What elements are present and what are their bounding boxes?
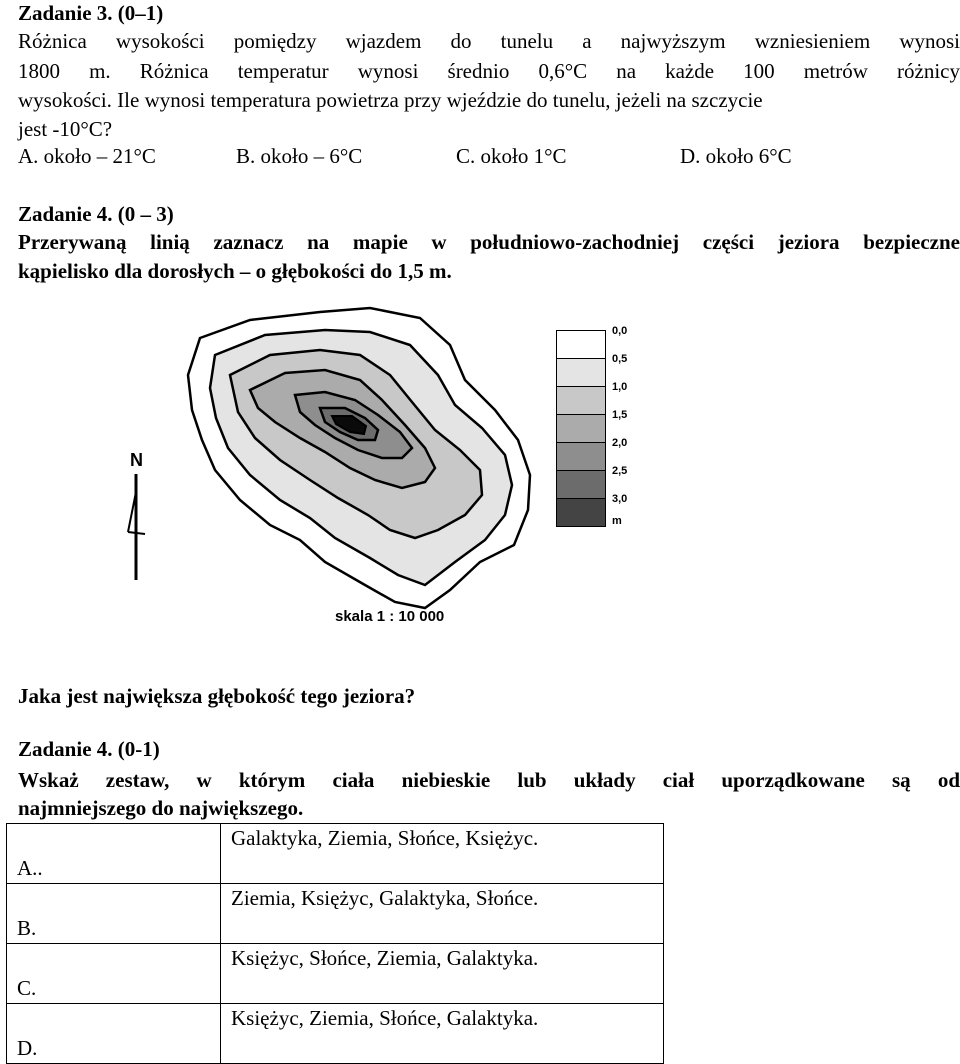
task4b-text-line: Wskaż zestaw, w którym ciała niebieskie lub układy ciał uporządkowane są od [18,768,960,792]
task4b-options-table [6,823,664,1064]
option-letter-cell [7,884,221,944]
legend-swatch [556,386,606,415]
table-row [7,824,664,884]
option-letter: B. [17,916,37,940]
task4-text-line: Przerywaną linią zaznacz na mapie w południowo-zachodniej części jeziora bezpieczne [18,230,960,254]
task3-title: Zadanie 3. (0–1) [18,1,164,25]
task3-answer-b: B. około – 6°C [236,144,363,168]
option-letter-cell [7,824,221,884]
map-scale: skala 1 : 10 000 [335,608,445,625]
task3-text-line: jest -10°C? [18,117,113,141]
legend-swatch [556,358,606,387]
north-arrow-icon [125,472,155,582]
task3-text-line: wysokości. Ile wynosi temperatura powietrza przy wjeździe do tunelu, jeżeli na szczycie [18,88,763,112]
option-text-cell: Księżyc, Słońce, Ziemia, Galaktyka. [221,944,664,1004]
task4-text-line: kąpielisko dla dorosłych – o głębokości do 1,5 m. [18,259,452,283]
task4-question: Jaka jest największa głębokość tego jeziora? [18,684,416,708]
option-text-cell: Galaktyka, Ziemia, Słońce, Księżyc. [221,824,664,884]
legend-label: 2,5 [612,465,628,477]
option-letter: A.. [17,856,43,880]
legend-label: 2,0 [612,437,628,449]
legend-swatch [556,442,606,471]
lake-contours [120,300,620,630]
legend-unit-label: m [612,515,622,527]
option-letter-cell [7,944,221,1004]
option-letter: C. [17,976,37,1000]
legend-label: 1,5 [612,409,628,421]
task4-title: Zadanie 4. (0 – 3) [18,202,174,226]
legend-label: 3,0 [612,493,628,505]
task4b-text-line: najmniejszego do największego. [18,796,304,820]
legend-swatch [556,470,606,499]
option-text-cell: Księżyc, Ziemia, Słońce, Galaktyka. [221,1004,664,1064]
legend-label: 0,5 [612,353,628,365]
legend-label: 1,0 [612,381,628,393]
option-letter: D. [17,1036,38,1060]
task3-answer-a: A. około – 21°C [18,144,156,168]
option-letter-cell [7,1004,221,1064]
task3-text-line: 1800 m. Różnica temperatur wynosi średnio 0,6°C na każde 100 metrów różnicy [18,59,960,83]
north-label: N [130,450,143,470]
legend-swatch [556,414,606,443]
table-row [7,1004,664,1064]
lake-depth-map [120,300,620,630]
legend-swatch [556,498,606,527]
legend-swatch [556,330,606,359]
task3-answer-d: D. około 6°C [680,144,792,168]
task3-answer-c: C. około 1°C [456,144,567,168]
task4b-title: Zadanie 4. (0-1) [18,737,160,761]
table-row [7,944,664,1004]
legend-label: 0,0 [612,325,628,337]
table-row [7,884,664,944]
option-text-cell: Ziemia, Księżyc, Galaktyka, Słońce. [221,884,664,944]
task3-text-line: Różnica wysokości pomiędzy wjazdem do tunelu a najwyższym wzniesieniem wynosi [18,29,960,53]
